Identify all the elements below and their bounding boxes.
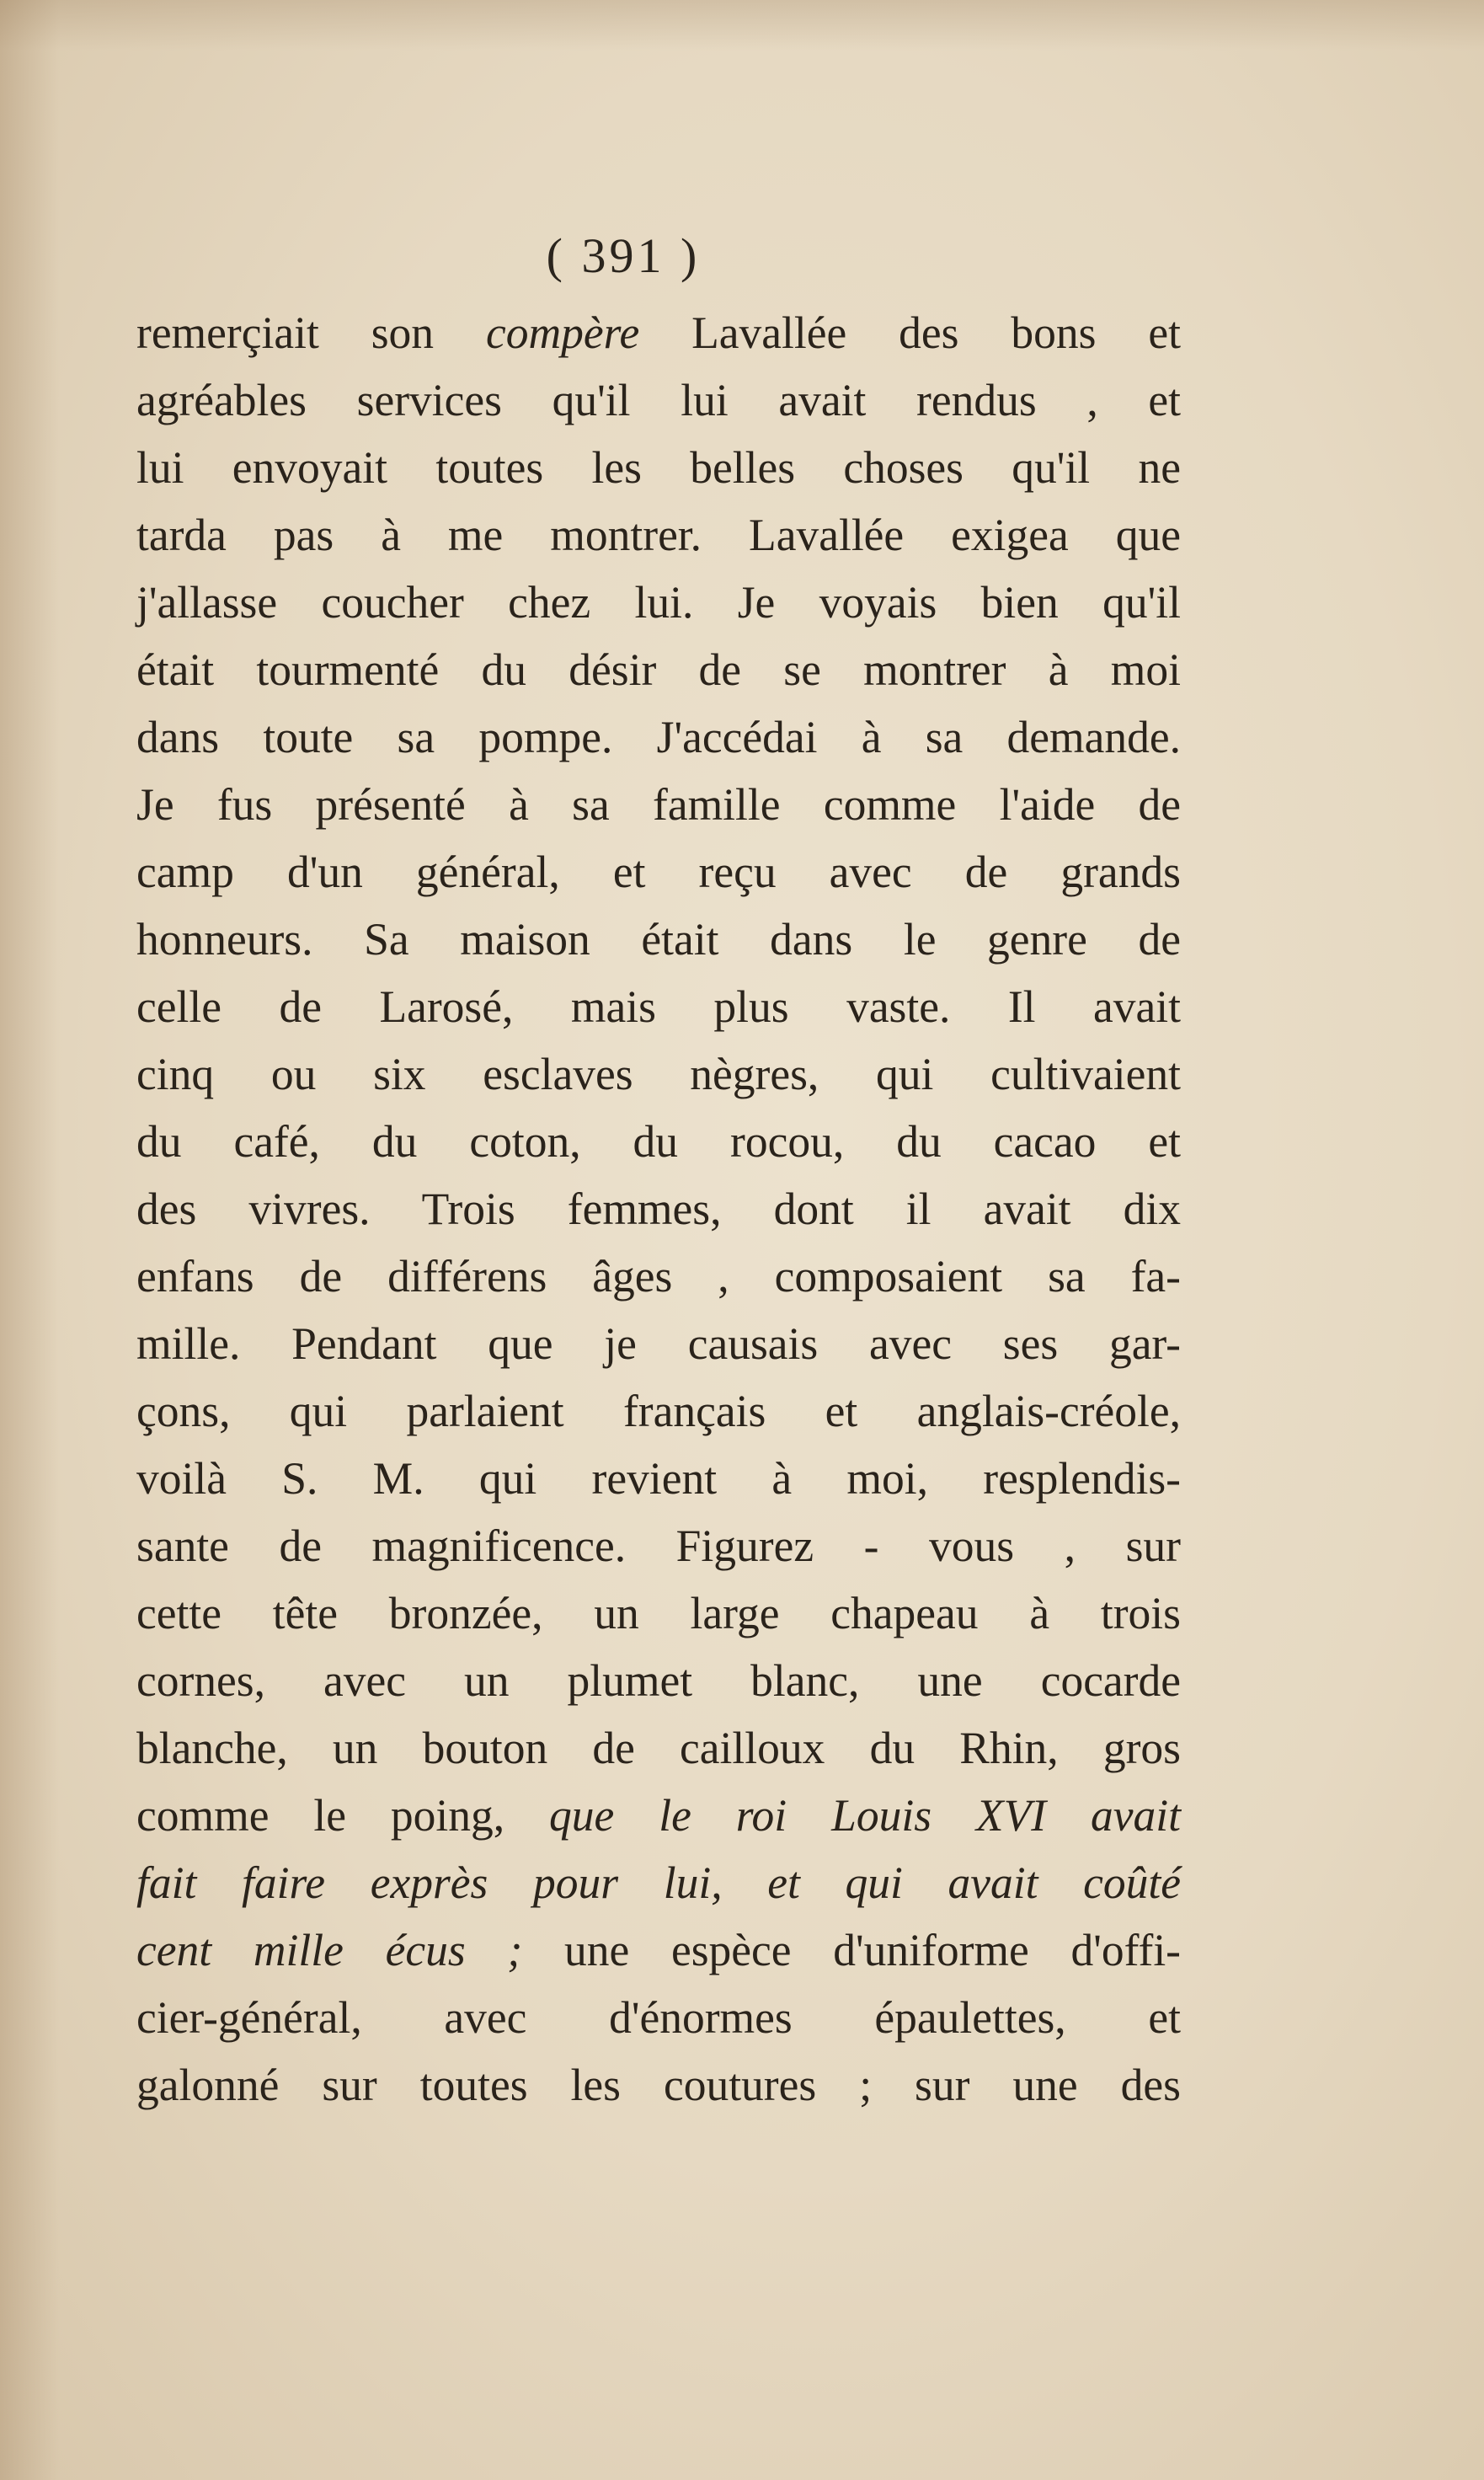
text-segment: remerçiait son (136, 307, 486, 358)
text-segment: sante de magnificence. Figurez - vous , sur (136, 1521, 1181, 1571)
text-line (136, 2051, 1181, 2119)
text-segment: était tourmenté du désir de se montrer à moi (136, 644, 1181, 695)
text-segment: cinq ou six esclaves nègres, qui cultivaient (136, 1049, 1181, 1099)
text-segment: du café, du coton, du rocou, du cacao et (136, 1116, 1181, 1167)
text-segment: enfans de différens âges , composaient sa fa- (136, 1251, 1181, 1301)
text-segment: j'allasse coucher chez lui. Je voyais bien qu'il (136, 577, 1181, 628)
text-line (136, 501, 1181, 569)
text-line (136, 366, 1181, 434)
text-segment: agréables services qu'il lui avait rendus , et (136, 375, 1181, 425)
text-line (136, 1916, 1181, 1984)
italic-text: que le roi Louis XVI avait (549, 1790, 1181, 1841)
text-line (136, 1714, 1181, 1782)
text-line (136, 1647, 1181, 1714)
body-text (136, 299, 1181, 2119)
text-segment: Je fus présenté à sa famille comme l'aide de (136, 779, 1181, 830)
text-line (136, 1243, 1181, 1310)
text-segment: galonné sur toutes les coutures ; sur une des (136, 2060, 1181, 2110)
text-line (136, 1108, 1181, 1175)
text-line (136, 906, 1181, 973)
text-line (136, 1040, 1181, 1108)
text-segment: cette tête bronzée, un large chapeau à trois (136, 1588, 1181, 1638)
text-segment: dans toute sa pompe. J'accédai à sa demande. (136, 712, 1181, 762)
text-line (136, 434, 1181, 501)
italic-text: cent mille écus ; (136, 1925, 523, 1975)
text-segment: voilà S. M. qui revient à moi, resplendis- (136, 1453, 1181, 1504)
page-number: ( 391 ) (546, 228, 701, 283)
page-edge-shading (0, 0, 59, 2480)
italic-text: compère (485, 307, 640, 358)
text-segment: des vivres. Trois femmes, dont il avait dix (136, 1184, 1181, 1234)
text-line (136, 636, 1181, 703)
page-top-shading (0, 0, 1484, 51)
text-line (136, 973, 1181, 1040)
text-segment: tarda pas à me montrer. Lavallée exigea que (136, 510, 1181, 560)
text-line (136, 1310, 1181, 1377)
italic-text: fait faire exprès pour lui, et qui avait coûté (136, 1857, 1181, 1908)
text-line (136, 838, 1181, 906)
text-segment: lui envoyait toutes les belles choses qu'il ne (136, 442, 1181, 493)
text-segment: comme le poing, (136, 1790, 550, 1841)
text-segment: blanche, un bouton de cailloux du Rhin, gros (136, 1723, 1181, 1773)
text-line (136, 1782, 1181, 1849)
text-line (136, 1512, 1181, 1579)
text-line (136, 1377, 1181, 1445)
text-line (136, 1984, 1181, 2051)
text-segment: celle de Larosé, mais plus vaste. Il avait (136, 981, 1181, 1032)
text-line (136, 299, 1181, 366)
text-segment: mille. Pendant que je causais avec ses gar- (136, 1318, 1181, 1369)
text-segment: une espèce d'uniforme d'offi- (522, 1925, 1181, 1975)
text-segment: cornes, avec un plumet blanc, une cocarde (136, 1655, 1181, 1706)
text-segment: Lavallée des bons et (639, 307, 1181, 358)
text-segment: çons, qui parlaient français et anglais-créole, (136, 1386, 1181, 1436)
text-line (136, 1579, 1181, 1647)
text-line (136, 703, 1181, 771)
text-line (136, 1445, 1181, 1512)
text-line (136, 1849, 1181, 1916)
text-line (136, 1175, 1181, 1243)
text-segment: camp d'un général, et reçu avec de grands (136, 847, 1181, 897)
text-segment: cier-général, avec d'énormes épaulettes, et (136, 1992, 1181, 2043)
text-line (136, 569, 1181, 636)
text-segment: honneurs. Sa maison était dans le genre de (136, 914, 1181, 965)
text-line (136, 771, 1181, 838)
